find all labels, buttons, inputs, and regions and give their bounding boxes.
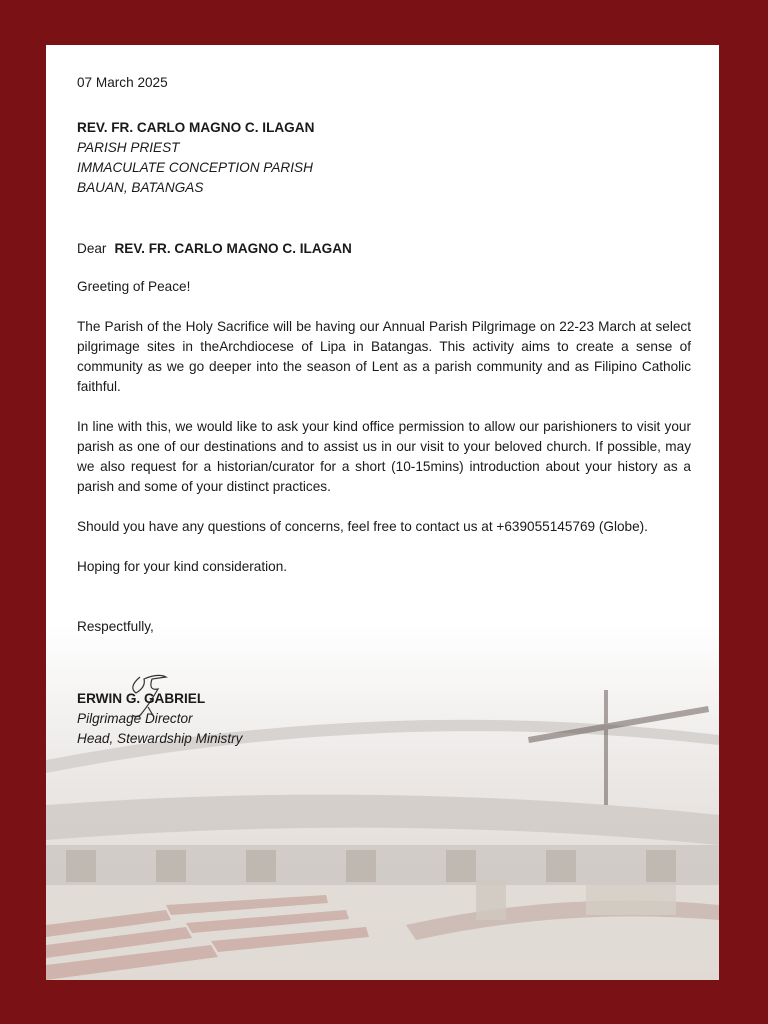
salutation-word: Dear [77,241,107,256]
paragraph-intro: The Parish of the Holy Sacrifice will be having our Annual Parish Pilgrimage on 22-23 March at select pilgrimage sites in theArchdiocese of Lipa in Batangas. This activity aims to create a sense of community as we go deeper into the season of Lent as a parish community and as Filipino Catholic faithful. [77,319,691,394]
paragraph-closing-line: Hoping for your kind consideration. [77,559,288,574]
sender-title: Pilgrimage Director [77,711,193,726]
recipient-parish: IMMACULATE CONCEPTION PARISH [77,160,313,175]
sender-block [77,689,242,749]
closing: Respectfully, [77,619,154,634]
letter-date: 07 March 2025 [77,75,168,90]
recipient-name: REV. FR. CARLO MAGNO C. ILAGAN [77,120,315,135]
sender-role: Head, Stewardship Ministry [77,731,243,746]
salutation [77,239,691,259]
recipient-title: PARISH PRIEST [77,140,180,155]
recipient-location: BAUAN, BATANGAS [77,180,204,195]
letter-body [77,73,691,637]
recipient-block [77,118,691,198]
salutation-name: REV. FR. CARLO MAGNO C. ILAGAN [114,241,352,256]
sender-name: ERWIN G. GABRIEL [77,691,206,706]
greeting: Greeting of Peace! [77,279,191,294]
letter-page [46,45,719,980]
paragraph-request: In line with this, we would like to ask your kind office permission to allow our parishioners to visit your parish as one of our destinations and to assist us in our visit to your beloved church. If possible, may we also request for a historian/curator for a short (10-15mins) introduction about your history as a parish and some of your distinct practices. [77,419,691,494]
paragraph-contact: Should you have any questions of concerns, feel free to contact us at +639055145769 (Globe). [77,519,648,534]
